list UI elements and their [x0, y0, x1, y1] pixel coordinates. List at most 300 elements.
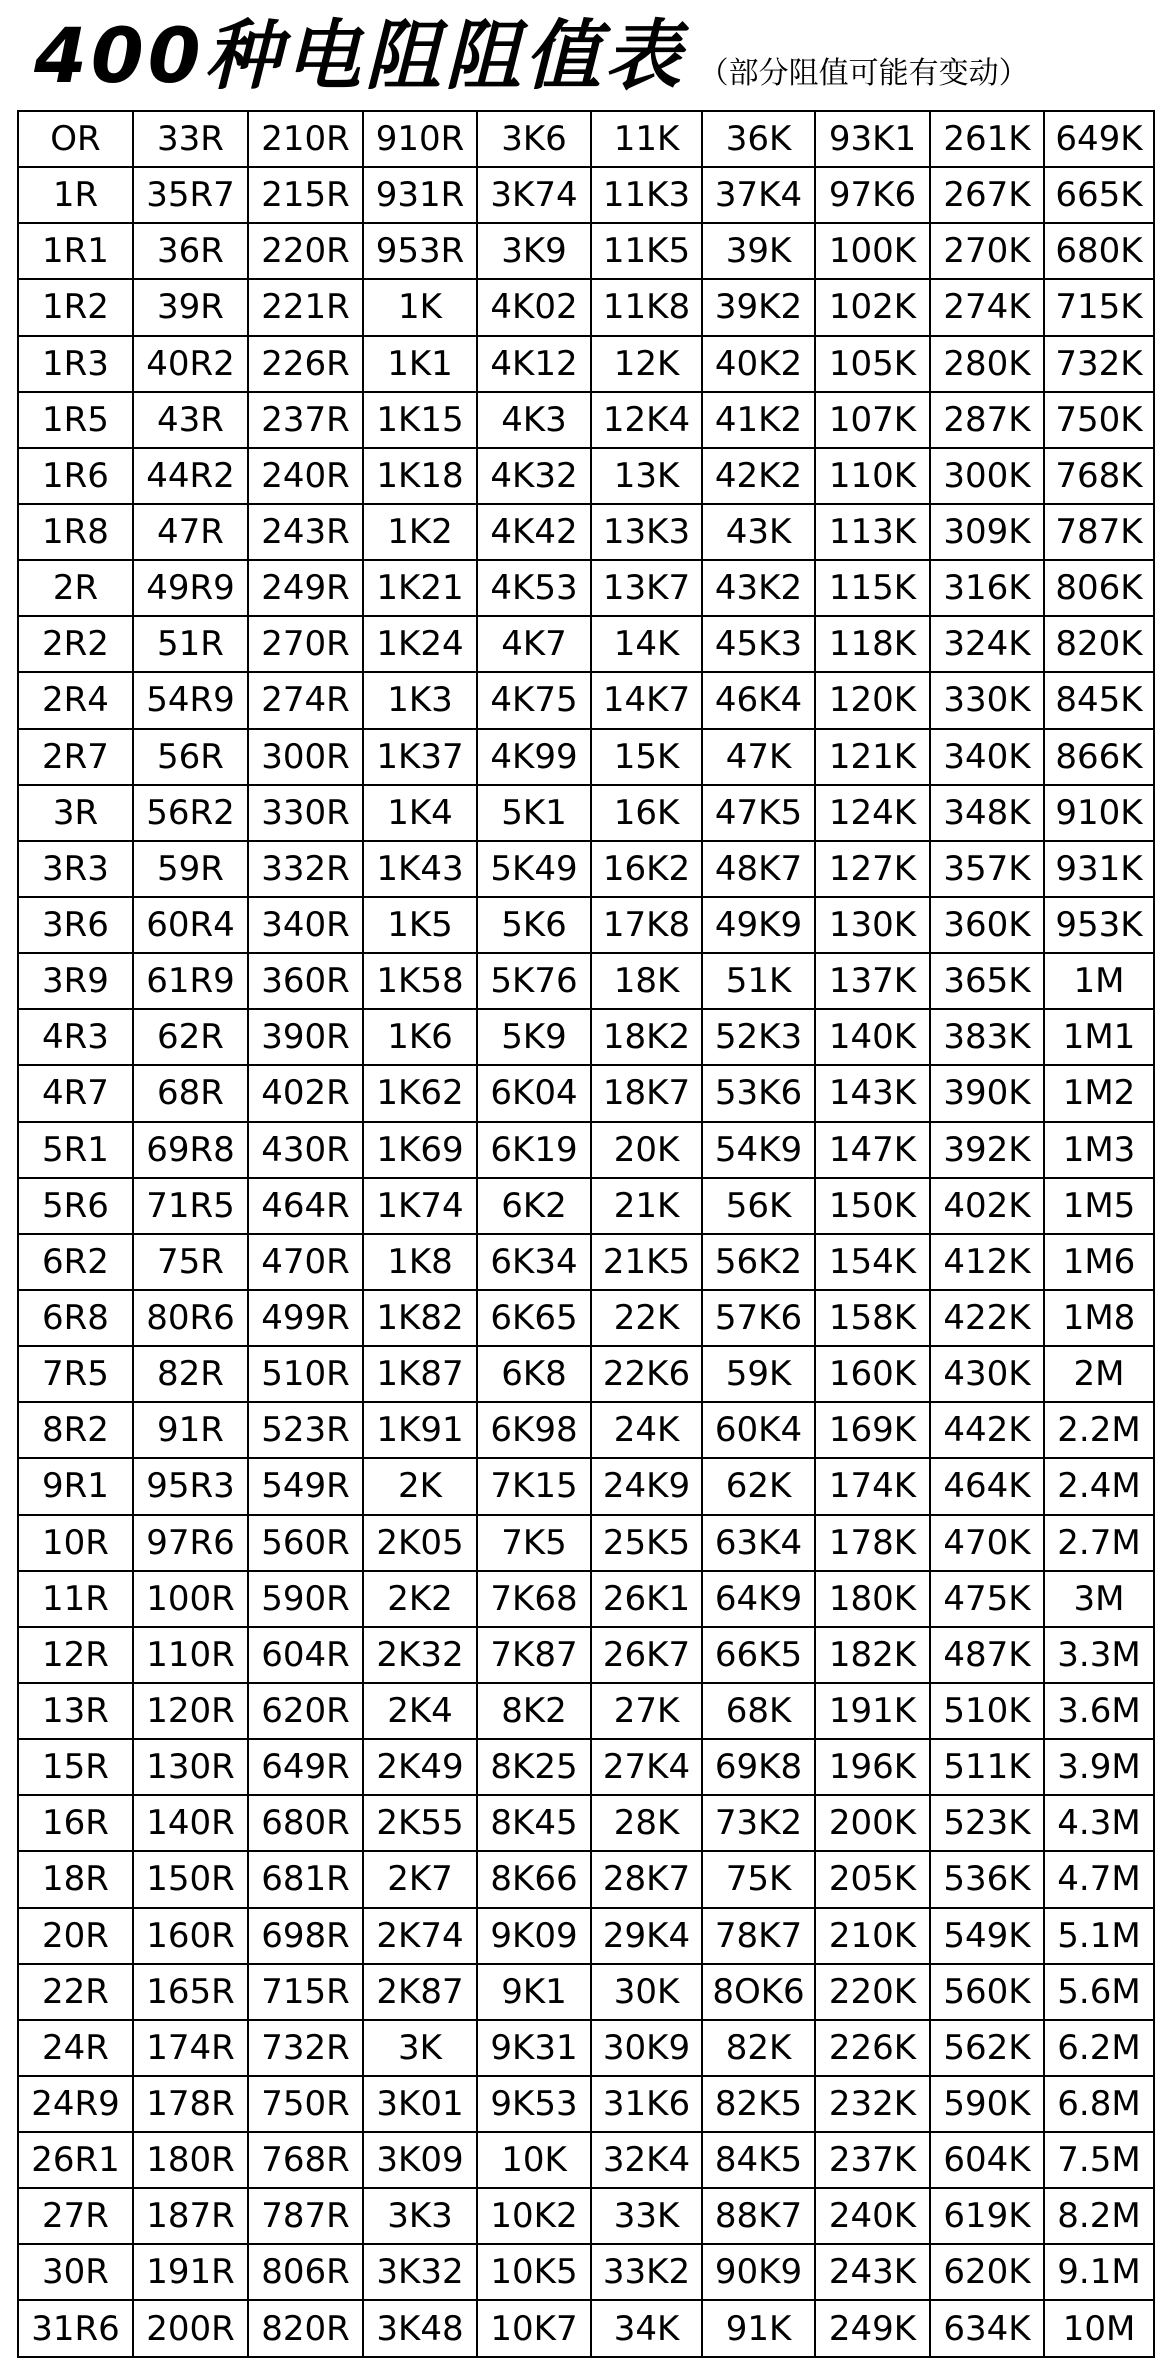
table-cell: 147K [815, 1122, 930, 1178]
table-cell: 43K [702, 504, 815, 560]
table-cell: 243K [815, 2244, 930, 2300]
table-cell: 590K [930, 2076, 1044, 2132]
table-cell: 510K [930, 1683, 1044, 1739]
table-cell: 40R2 [133, 336, 248, 392]
table-cell: 787K [1044, 504, 1154, 560]
table-cell: 5.6M [1044, 1964, 1154, 2020]
table-cell: 1M3 [1044, 1122, 1154, 1178]
table-cell: 174K [815, 1458, 930, 1514]
table-cell: 25K5 [591, 1515, 702, 1571]
table-cell: 47R [133, 504, 248, 560]
table-cell: 18R [18, 1851, 133, 1907]
table-cell: 1M [1044, 953, 1154, 1009]
table-cell: 33R [133, 111, 248, 167]
table-cell: 5K49 [477, 841, 591, 897]
table-cell: 2K74 [363, 1908, 477, 1964]
table-row [18, 336, 1154, 392]
table-cell: 36K [702, 111, 815, 167]
table-cell: 1K43 [363, 841, 477, 897]
table-cell: 6K8 [477, 1346, 591, 1402]
table-cell: 12R [18, 1627, 133, 1683]
table-cell: 180K [815, 1571, 930, 1627]
table-cell: 768R [248, 2132, 363, 2188]
table-cell: 226R [248, 336, 363, 392]
table-cell: 140R [133, 1795, 248, 1851]
table-cell: 121K [815, 729, 930, 785]
table-cell: 115K [815, 560, 930, 616]
table-row [18, 392, 1154, 448]
table-cell: 620R [248, 1683, 363, 1739]
table-cell: 5.1M [1044, 1908, 1154, 1964]
page-title: 400种电阻阻值表 [34, 11, 685, 100]
table-cell: 953K [1044, 897, 1154, 953]
table-cell: 649K [1044, 111, 1154, 167]
table-cell: 220K [815, 1964, 930, 2020]
table-cell: 2.4M [1044, 1458, 1154, 1514]
table-cell: 931K [1044, 841, 1154, 897]
table-cell: 7R5 [18, 1346, 133, 1402]
table-cell: 4K3 [477, 392, 591, 448]
table-cell: 6R2 [18, 1234, 133, 1290]
table-row [18, 1571, 1154, 1627]
table-cell: 91R [133, 1402, 248, 1458]
table-cell: 160R [133, 1908, 248, 1964]
table-cell: 82K [702, 2020, 815, 2076]
table-cell: 4R7 [18, 1065, 133, 1121]
table-cell: 169K [815, 1402, 930, 1458]
table-cell: 113K [815, 504, 930, 560]
table-cell: 49R9 [133, 560, 248, 616]
table-cell: 205K [815, 1851, 930, 1907]
table-cell: 13K3 [591, 504, 702, 560]
table-cell: 41K2 [702, 392, 815, 448]
table-cell: 910K [1044, 785, 1154, 841]
table-cell: 332R [248, 841, 363, 897]
table-cell: 1K6 [363, 1009, 477, 1065]
table-cell: 6K65 [477, 1290, 591, 1346]
table-cell: 18K [591, 953, 702, 1009]
table-cell: 33K [591, 2188, 702, 2244]
table-cell: 249K [815, 2300, 930, 2357]
table-cell: 51K [702, 953, 815, 1009]
table-cell: 64K9 [702, 1571, 815, 1627]
table-cell: 360K [930, 897, 1044, 953]
table-row [18, 1683, 1154, 1739]
table-cell: 191K [815, 1683, 930, 1739]
table-row [18, 279, 1154, 335]
table-cell: 44R2 [133, 448, 248, 504]
table-cell: 127K [815, 841, 930, 897]
table-cell: 1K91 [363, 1402, 477, 1458]
table-cell: 5K6 [477, 897, 591, 953]
table-cell: 1K1 [363, 336, 477, 392]
table-cell: 22K6 [591, 1346, 702, 1402]
table-cell: 143K [815, 1065, 930, 1121]
table-cell: 120K [815, 672, 930, 728]
table-cell: 6.2M [1044, 2020, 1154, 2076]
table-cell: 180R [133, 2132, 248, 2188]
table-cell: 130K [815, 897, 930, 953]
table-cell: 604R [248, 1627, 363, 1683]
table-cell: 1K58 [363, 953, 477, 1009]
table-cell: 215R [248, 167, 363, 223]
table-cell: 221R [248, 279, 363, 335]
table-cell: 20R [18, 1908, 133, 1964]
table-cell: 402R [248, 1065, 363, 1121]
resistor-value-table [17, 110, 1155, 2358]
table-cell: 29K4 [591, 1908, 702, 1964]
table-cell: 11K3 [591, 167, 702, 223]
table-cell: 698R [248, 1908, 363, 1964]
table-cell: 11K5 [591, 223, 702, 279]
table-cell: 90K9 [702, 2244, 815, 2300]
table-cell: 54K9 [702, 1122, 815, 1178]
table-cell: 560K [930, 1964, 1044, 2020]
table-cell: 105K [815, 336, 930, 392]
table-cell: 30K9 [591, 2020, 702, 2076]
table-cell: 75R [133, 1234, 248, 1290]
table-row [18, 841, 1154, 897]
table-cell: 422K [930, 1290, 1044, 1346]
table-cell: 6K34 [477, 1234, 591, 1290]
table-cell: 6K2 [477, 1178, 591, 1234]
table-row [18, 1964, 1154, 2020]
table-cell: 11K [591, 111, 702, 167]
table-row [18, 1178, 1154, 1234]
table-cell: 9R1 [18, 1458, 133, 1514]
table-cell: 6K98 [477, 1402, 591, 1458]
table-cell: 4K75 [477, 672, 591, 728]
table-row [18, 1346, 1154, 1402]
table-cell: 7.5M [1044, 2132, 1154, 2188]
table-row [18, 504, 1154, 560]
table-cell: 715R [248, 1964, 363, 2020]
table-cell: 732R [248, 2020, 363, 2076]
table-cell: 511K [930, 1739, 1044, 1795]
table-cell: 1K74 [363, 1178, 477, 1234]
table-cell: 3R6 [18, 897, 133, 953]
table-cell: 309K [930, 504, 1044, 560]
table-cell: 200K [815, 1795, 930, 1851]
table-cell: 3R9 [18, 953, 133, 1009]
table-cell: 715K [1044, 279, 1154, 335]
table-cell: 240R [248, 448, 363, 504]
table-cell: 100K [815, 223, 930, 279]
table-cell: 549R [248, 1458, 363, 1514]
table-row [18, 560, 1154, 616]
table-cell: 68R [133, 1065, 248, 1121]
table-cell: 237R [248, 392, 363, 448]
table-cell: 124K [815, 785, 930, 841]
table-cell: OR [18, 111, 133, 167]
table-cell: 210R [248, 111, 363, 167]
table-cell: 56R2 [133, 785, 248, 841]
table-cell: 820K [1044, 616, 1154, 672]
table-row [18, 2188, 1154, 2244]
table-cell: 523R [248, 1402, 363, 1458]
table-cell: 6R8 [18, 1290, 133, 1346]
table-cell: 59R [133, 841, 248, 897]
table-row [18, 2300, 1154, 2357]
table-cell: 220R [248, 223, 363, 279]
table-cell: 5R1 [18, 1122, 133, 1178]
table-row [18, 672, 1154, 728]
table-cell: 226K [815, 2020, 930, 2076]
table-cell: 365K [930, 953, 1044, 1009]
table-row [18, 223, 1154, 279]
table-row [18, 616, 1154, 672]
table-cell: 28K7 [591, 1851, 702, 1907]
table-cell: 2K [363, 1458, 477, 1514]
table-cell: 1K8 [363, 1234, 477, 1290]
table-cell: 178R [133, 2076, 248, 2132]
table-cell: 32K4 [591, 2132, 702, 2188]
table-row [18, 448, 1154, 504]
table-cell: 154K [815, 1234, 930, 1290]
table-cell: 357K [930, 841, 1044, 897]
table-cell: 49K9 [702, 897, 815, 953]
table-row [18, 2020, 1154, 2076]
table-cell: 21K5 [591, 1234, 702, 1290]
table-cell: 158K [815, 1290, 930, 1346]
table-cell: 340K [930, 729, 1044, 785]
table-cell: 18K2 [591, 1009, 702, 1065]
table-cell: 59K [702, 1346, 815, 1402]
table-cell: 24K9 [591, 1458, 702, 1514]
table-cell: 10R [18, 1515, 133, 1571]
table-cell: 270K [930, 223, 1044, 279]
table-cell: 68K [702, 1683, 815, 1739]
table-cell: 487K [930, 1627, 1044, 1683]
table-row [18, 1122, 1154, 1178]
table-row [18, 953, 1154, 1009]
table-cell: 953R [363, 223, 477, 279]
table-cell: 560R [248, 1515, 363, 1571]
table-row [18, 1234, 1154, 1290]
table-cell: 1K5 [363, 897, 477, 953]
table-cell: 56K2 [702, 1234, 815, 1290]
table-cell: 604K [930, 2132, 1044, 2188]
table-cell: 1R5 [18, 392, 133, 448]
table-cell: 22R [18, 1964, 133, 2020]
table-cell: 4K42 [477, 504, 591, 560]
table-cell: 9K53 [477, 2076, 591, 2132]
table-cell: 931R [363, 167, 477, 223]
table-cell: 31K6 [591, 2076, 702, 2132]
table-cell: 806K [1044, 560, 1154, 616]
table-cell: 267K [930, 167, 1044, 223]
table-cell: 1M8 [1044, 1290, 1154, 1346]
table-cell: 1K18 [363, 448, 477, 504]
table-cell: 510R [248, 1346, 363, 1402]
table-cell: 30R [18, 2244, 133, 2300]
table-cell: 37K4 [702, 167, 815, 223]
table-row [18, 785, 1154, 841]
table-cell: 107K [815, 392, 930, 448]
table-cell: 22K [591, 1290, 702, 1346]
table-cell: 750K [1044, 392, 1154, 448]
table-cell: 36R [133, 223, 248, 279]
table-cell: 9K09 [477, 1908, 591, 1964]
table-cell: 6.8M [1044, 2076, 1154, 2132]
table-cell: 47K5 [702, 785, 815, 841]
table-cell: 1R2 [18, 279, 133, 335]
table-cell: 102K [815, 279, 930, 335]
table-cell: 9.1M [1044, 2244, 1154, 2300]
table-cell: 1K15 [363, 392, 477, 448]
table-cell: 51R [133, 616, 248, 672]
table-cell: 4K12 [477, 336, 591, 392]
table-cell: 13K [591, 448, 702, 504]
table-row [18, 1515, 1154, 1571]
table-cell: 464K [930, 1458, 1044, 1514]
table-cell: 93K1 [815, 111, 930, 167]
table-cell: 21K [591, 1178, 702, 1234]
table-cell: 27R [18, 2188, 133, 2244]
table-cell: 200R [133, 2300, 248, 2357]
table-cell: 84K5 [702, 2132, 815, 2188]
table-cell: 866K [1044, 729, 1154, 785]
table-cell: 2.2M [1044, 1402, 1154, 1458]
table-cell: 12K [591, 336, 702, 392]
table-cell: 274K [930, 279, 1044, 335]
table-row [18, 729, 1154, 785]
table-cell: 1M2 [1044, 1065, 1154, 1121]
table-cell: 6K04 [477, 1065, 591, 1121]
table-cell: 324K [930, 616, 1044, 672]
table-cell: 1K69 [363, 1122, 477, 1178]
table-cell: 392K [930, 1122, 1044, 1178]
table-row [18, 2076, 1154, 2132]
table-row [18, 111, 1154, 167]
table-cell: 63K4 [702, 1515, 815, 1571]
table-cell: 191R [133, 2244, 248, 2300]
table-cell: 39K [702, 223, 815, 279]
table-cell: 3K01 [363, 2076, 477, 2132]
table-cell: 249R [248, 560, 363, 616]
table-cell: 27K4 [591, 1739, 702, 1795]
table-cell: 4K7 [477, 616, 591, 672]
table-cell: 470K [930, 1515, 1044, 1571]
table-cell: 5R6 [18, 1178, 133, 1234]
header [34, 0, 1144, 106]
table-cell: 26K7 [591, 1627, 702, 1683]
table-cell: 150R [133, 1851, 248, 1907]
table-cell: 34K [591, 2300, 702, 2357]
table-cell: 10K [477, 2132, 591, 2188]
table-cell: 390K [930, 1065, 1044, 1121]
table-cell: 97R6 [133, 1515, 248, 1571]
table-cell: 52K3 [702, 1009, 815, 1065]
table-cell: 300K [930, 448, 1044, 504]
table-cell: 35R7 [133, 167, 248, 223]
table-cell: 665K [1044, 167, 1154, 223]
table-cell: 150K [815, 1178, 930, 1234]
table-row [18, 1009, 1154, 1065]
table-cell: 1K4 [363, 785, 477, 841]
table-cell: 2R2 [18, 616, 133, 672]
table-cell: 24R9 [18, 2076, 133, 2132]
table-cell: 1K87 [363, 1346, 477, 1402]
table-cell: 69R8 [133, 1122, 248, 1178]
table-cell: 475K [930, 1571, 1044, 1627]
resistor-value-table-container [17, 110, 1153, 2358]
table-cell: 820R [248, 2300, 363, 2357]
table-cell: 5K76 [477, 953, 591, 1009]
table-cell: 78K7 [702, 1908, 815, 1964]
table-cell: 18K7 [591, 1065, 702, 1121]
table-row [18, 1851, 1154, 1907]
table-cell: 16R [18, 1795, 133, 1851]
table-cell: 2R4 [18, 672, 133, 728]
table-cell: 54R9 [133, 672, 248, 728]
table-cell: 390R [248, 1009, 363, 1065]
table-cell: 4K53 [477, 560, 591, 616]
table-cell: 768K [1044, 448, 1154, 504]
table-cell: 732K [1044, 336, 1154, 392]
table-cell: 2K32 [363, 1627, 477, 1683]
table-cell: 1R6 [18, 448, 133, 504]
table-cell: 4K32 [477, 448, 591, 504]
table-cell: 10K5 [477, 2244, 591, 2300]
table-cell: 80R6 [133, 1290, 248, 1346]
table-cell: 210K [815, 1908, 930, 1964]
table-cell: 137K [815, 953, 930, 1009]
table-cell: 10M [1044, 2300, 1154, 2357]
table-cell: 2K87 [363, 1964, 477, 2020]
table-cell: 73K2 [702, 1795, 815, 1851]
table-body [18, 111, 1154, 2357]
table-cell: 120R [133, 1683, 248, 1739]
table-cell: 174R [133, 2020, 248, 2076]
table-cell: 8K2 [477, 1683, 591, 1739]
table-cell: 8K66 [477, 1851, 591, 1907]
table-row [18, 1795, 1154, 1851]
table-cell: 62K [702, 1458, 815, 1514]
table-cell: 8K45 [477, 1795, 591, 1851]
table-cell: 523K [930, 1795, 1044, 1851]
table-cell: 3K3 [363, 2188, 477, 2244]
table-cell: 287K [930, 392, 1044, 448]
table-cell: 4R3 [18, 1009, 133, 1065]
table-cell: 330K [930, 672, 1044, 728]
table-cell: 15K [591, 729, 702, 785]
table-cell: 2K05 [363, 1515, 477, 1571]
table-cell: 5K9 [477, 1009, 591, 1065]
table-cell: 46K4 [702, 672, 815, 728]
table-cell: 3M [1044, 1571, 1154, 1627]
table-cell: 2.7M [1044, 1515, 1154, 1571]
table-cell: 4.7M [1044, 1851, 1154, 1907]
table-cell: 62R [133, 1009, 248, 1065]
table-cell: 45K3 [702, 616, 815, 672]
table-cell: 3K32 [363, 2244, 477, 2300]
table-row [18, 1627, 1154, 1683]
table-cell: 316K [930, 560, 1044, 616]
page-subtitle: （部分阻值可能有变动） [698, 56, 1029, 91]
table-cell: 3.6M [1044, 1683, 1154, 1739]
table-cell: 1K24 [363, 616, 477, 672]
table-cell: 160K [815, 1346, 930, 1402]
table-cell: 8R2 [18, 1402, 133, 1458]
table-cell: 1K2 [363, 504, 477, 560]
table-cell: 680R [248, 1795, 363, 1851]
table-cell: 464R [248, 1178, 363, 1234]
table-cell: 14K7 [591, 672, 702, 728]
table-cell: 470R [248, 1234, 363, 1290]
table-cell: 348K [930, 785, 1044, 841]
table-cell: 13K7 [591, 560, 702, 616]
